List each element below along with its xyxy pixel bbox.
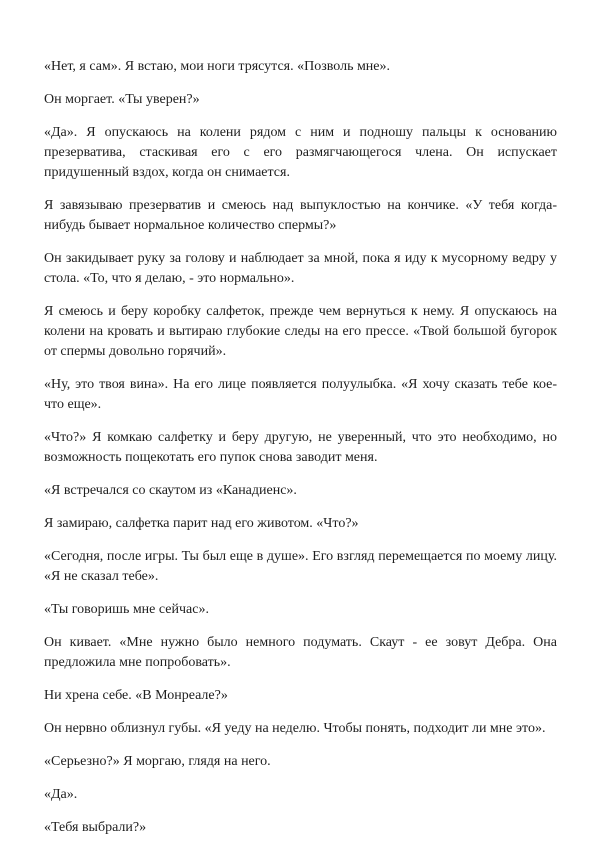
paragraph: «Серьезно?» Я моргаю, глядя на него. (44, 754, 271, 769)
paragraph: Ни хрена себе. «В Монреале?» (44, 688, 228, 703)
paragraph: Он нервно облизнул губы. «Я уеду на неделю. Чтобы понять, подходит ли мне это». (44, 721, 546, 736)
paragraph: Он закидывает руку за голову и наблюдает за мной, пока я иду к мусорному ведру у стола. «То, что я делаю, - это нормально». (44, 251, 557, 286)
paragraph: «Да». Я опускаюсь на колени рядом с ним и подношу пальцы к основанию презерватива, стаскивая его с его размягчающегося члена. Он испускает придушенный вздох, когда он снимается. (44, 125, 557, 180)
paragraph: «Сегодня, после игры. Ты был еще в душе». Его взгляд перемещается по моему лицу. «Я не сказал тебе». (44, 549, 557, 584)
paragraph: «Тебя выбрали?» (44, 820, 147, 835)
paragraph: Я замираю, салфетка парит над его животом. «Что?» (44, 516, 359, 531)
paragraph: «Ну, это твоя вина». На его лице появляется полуулыбка. «Я хочу сказать тебе кое-что еще». (44, 377, 557, 412)
paragraph: «Ты говоришь мне сейчас». (44, 602, 209, 617)
paragraph: «Нет, я сам». Я встаю, мои ноги трясутся. «Позволь мне». (44, 59, 391, 74)
paragraph: Я завязываю презерватив и смеюсь над выпуклостью на кончике. «У тебя когда-нибудь бывает нормальное количество спермы?» (44, 198, 557, 233)
paragraph: Он кивает. «Мне нужно было немного подумать. Скаут - ее зовут Дебра. Она предложила мне попробовать». (44, 635, 557, 670)
paragraph: «Я встречался со скаутом из «Канадиенс». (44, 483, 297, 498)
paragraph: «Да». (44, 787, 78, 802)
paragraph: Он моргает. «Ты уверен?» (44, 92, 200, 107)
paragraph: «Что?» Я комкаю салфетку и беру другую, не уверенный, что это необходимо, но возможность пощекотать его пупок снова заводит меня. (44, 430, 557, 465)
paragraph: Я смеюсь и беру коробку салфеток, прежде чем вернуться к нему. Я опускаюсь на колени на кровать и вытираю глубокие следы на его прессе. «Твой большой бугорок от спермы довольно горячий». (44, 304, 557, 359)
